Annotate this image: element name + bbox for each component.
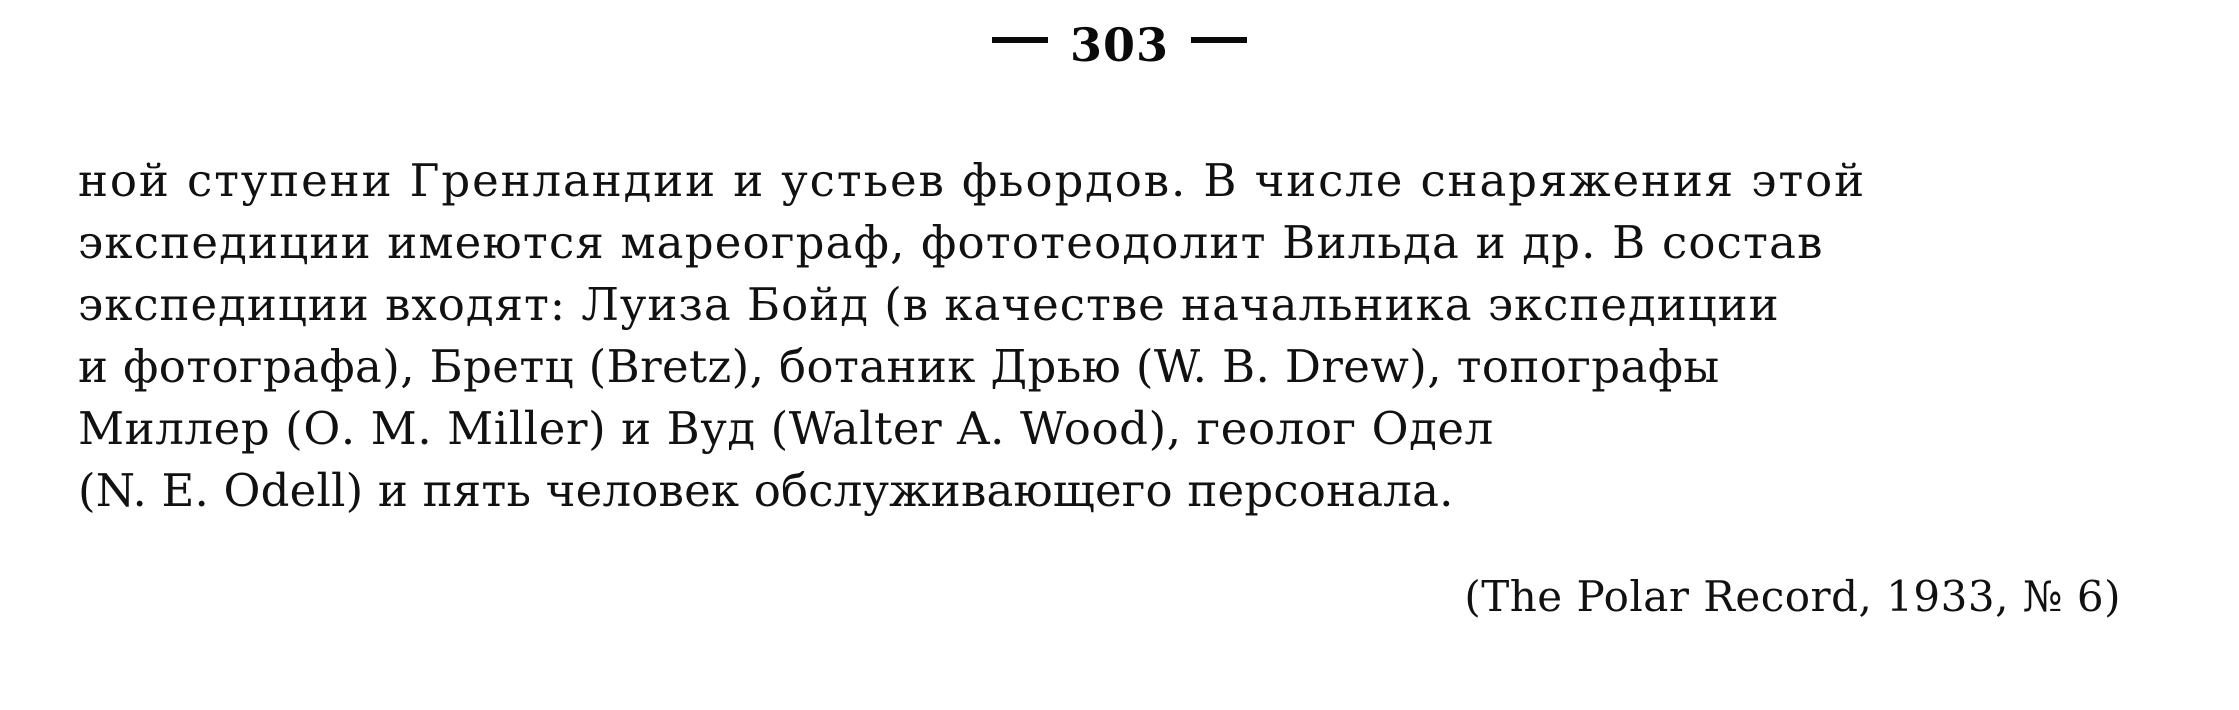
body-line: и фотографа), Бретц (Bretz), ботаник Дрью (W. B. Drew), топографы xyxy=(78,340,1720,393)
page-header xyxy=(0,18,2239,72)
folio-number xyxy=(992,18,1247,72)
folio-dash-right-icon xyxy=(1191,37,1247,43)
folio-dash-left-icon xyxy=(992,37,1048,43)
body-line: экспедиции входят: Луиза Бойд (в качестве начальника экспедиции xyxy=(78,278,1780,331)
body-line: ной ступени Гренландии и устьев фьордов. В числе снаряжения этой xyxy=(78,154,1867,207)
body-text-block xyxy=(78,150,2178,522)
body-line: (N. E. Odell) и пять человек обслуживающего персонала. xyxy=(78,464,1454,517)
body-line: Миллер (О. М. Miller) и Вуд (Walter A. Wood), геолог Одел xyxy=(78,402,1494,455)
page-number-text: 303 xyxy=(1069,18,1170,72)
source-citation: (The Polar Record, 1933, № 6) xyxy=(1464,572,2121,621)
body-line: экспедиции имеются мареограф, фототеодолит Вильда и др. В состав xyxy=(78,216,1824,269)
